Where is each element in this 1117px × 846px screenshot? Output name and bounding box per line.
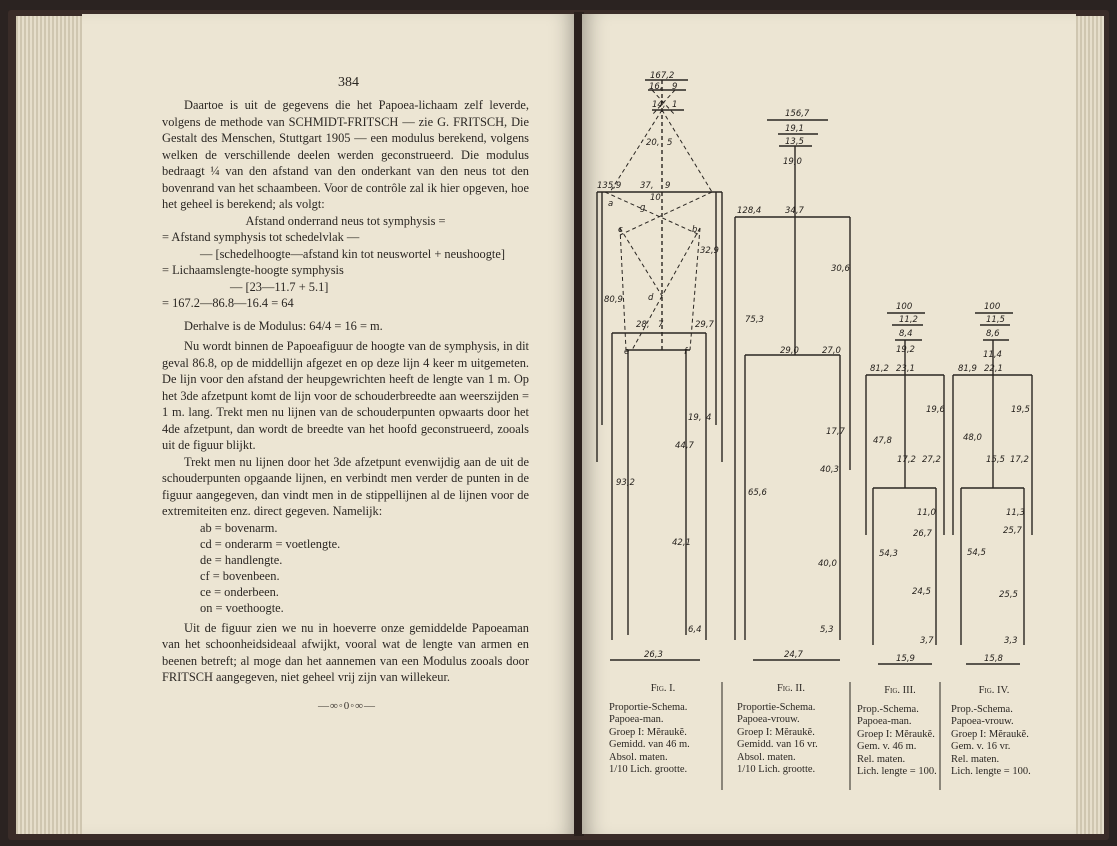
fig1-label: a [608, 199, 614, 209]
caption-title: Fig. I. [650, 683, 676, 694]
fig2-label: 40,3 [820, 465, 839, 475]
formula-line-2: = Afstand symphysis tot schedelvlak — [162, 230, 360, 244]
caption-line: Groep I: Mĕraukĕ. [609, 726, 687, 738]
formula-line-1: Afstand onderrand neus tot symphysis = [245, 213, 446, 228]
fig3-label: 11,2 [899, 315, 918, 325]
caption-line: Lich. lengte = 100. [951, 766, 1031, 777]
caption-line: Rel. maten. [951, 753, 1000, 765]
caption-line: Papoea-vrouw. [737, 714, 800, 725]
fig1-label: 9 [672, 82, 678, 92]
list-item: ab = bovenarm. [200, 520, 278, 535]
caption-line: Papoea-man. [609, 714, 664, 725]
fig1-label: 19, [688, 413, 702, 423]
caption-line: Lich. lengte = 100. [857, 766, 937, 777]
fig2-label: 17,7 [826, 427, 845, 437]
ornament: —∞◦0◦∞— [318, 700, 376, 712]
formula-line-5: — [23—11.7 + 5.1] [230, 279, 329, 294]
caption-line: Absol. maten. [609, 751, 668, 763]
fig1-label: f [684, 347, 687, 357]
fig1-label: 1 [672, 100, 678, 110]
fig2-label: 19,0 [783, 157, 802, 167]
fig1-label: 4 [706, 413, 712, 423]
fig1-label: g [640, 203, 646, 213]
fig4-label: 100 [984, 302, 1001, 312]
fig4-label: 25,5 [999, 590, 1018, 600]
fig1-label: 28, [636, 320, 650, 330]
figure-3-labels [870, 302, 946, 664]
figure-2-caption [737, 683, 845, 777]
list-item: on = voethoogte. [200, 600, 284, 615]
list-item: de = handlengte. [200, 552, 283, 567]
fig3-label: 8,4 [899, 329, 913, 339]
fig3-label: 27,2 [922, 455, 941, 465]
formula-line-7: Derhalve is de Modulus: 64/4 = 16 = m. [184, 318, 383, 333]
fig1-label: b [692, 225, 698, 235]
caption-title: Fig. IV. [978, 685, 1010, 696]
caption-line: Prop.-Schema. [857, 703, 919, 715]
fig2-label: 19,1 [785, 124, 804, 134]
fig4-label: 11,5 [986, 315, 1005, 325]
list-item: cd = onderarm = voetlengte. [200, 536, 341, 551]
fig3-label: 19,2 [896, 345, 915, 355]
caption-line: Gem. v. 16 vr. [951, 741, 1011, 752]
caption-line: Rel. maten. [857, 753, 906, 765]
caption-line: Proportie-Schema. [609, 701, 688, 713]
caption-line: Gemidd. van 16 vr. [737, 739, 818, 750]
fig1-label: 135,9 [597, 181, 622, 191]
fig1-label: 7 [658, 320, 664, 330]
fig2-label: 29,0 [780, 346, 799, 356]
fig4-label: 8,6 [986, 329, 1000, 339]
fig1-label: 80,9 [604, 295, 623, 305]
fig4-label: 81,9 [958, 364, 977, 374]
paragraph-1: Daartoe is uit de gegevens die het Papoea-lichaam zelf leverde, volgens de methode van SCHMIDT-FRITSCH — zie G. FRITSCH, Die Gestalt des Menschen, Stuttgart 1905 — een modulus berekend, volgens welken de verschillende deelen werden geconstrueerd. Die modulus bedraagt ¼ van den afstand van den onderkant van den neus tot den bovenrand van het schaambeen. Voor de contrôle zal ik hier opgeven, hoe het geheel is berekend; als volgt: [162, 98, 529, 211]
fig1-label: 93,2 [616, 478, 635, 488]
fig2-label: 27,0 [822, 346, 841, 356]
figure-4-labels [958, 302, 1030, 664]
fig2-label: 5,3 [820, 625, 834, 635]
fig1-label: 26,3 [644, 650, 663, 660]
fig1-label: 10 [650, 193, 661, 203]
paragraph-2: Nu wordt binnen de Papoeafiguur de hoogte van de symphysis, in dit geval 86.8, op de middellijn afgezet en op deze lijn 4 keer m uitgemeten. De lijn voor den afstand der heupgewrichten heeft de lengte van 1 m. Op het 3de afzetpunt komt de lijn voor de schouderbreedte aan weerszijden = 1 m. lang. Trekt men nu lijnen van de schouderpunten opwaarts door het 4de afzetpunt, dan wordt de breedte van het hoofd geconstrueerd, zooals uit de figuur blijkt. [162, 339, 529, 452]
fig3-label: 17,2 [897, 455, 916, 465]
fig3-label: 3,7 [920, 636, 934, 646]
fig4-label: 48,0 [963, 433, 982, 443]
formula-line-3: — [schedelhoogte—afstand kin tot neuswortel + neushoogte] [200, 246, 505, 261]
paragraph-3: Trekt men nu lijnen door het 3de afzetpunt evenwijdig aan de uit de schouderpunten opgaande lijnen, en verbindt men verder de punten in de figuur aangegeven, dan vindt men in de stippellijnen al de lijnen voor de extremiteiten enz. direct gegeven. Namelijk: [162, 454, 529, 518]
fig2-label: 75,3 [745, 315, 764, 325]
caption-line: Proportie-Schema. [737, 701, 816, 713]
caption-line: Groep I: Mĕraukĕ. [737, 726, 815, 738]
fig2-label: 65,6 [748, 488, 767, 498]
fig1-label: 32,9 [700, 246, 719, 256]
fig3-label: 26,7 [913, 529, 932, 539]
list-item: cf = bovenbeen. [200, 568, 280, 583]
figure-1-labels [597, 71, 719, 660]
fig2-label: 24,7 [784, 650, 803, 660]
fig4-label: 3,3 [1004, 636, 1018, 646]
fig1-label: 14, [652, 100, 666, 110]
fig2-label: 156,7 [785, 109, 810, 119]
paragraph-4: Uit de figuur zien we nu in hoeverre onze gemiddelde Papoeaman van het schoonheidsideaal afwijkt, vooral wat de lengte van armen en beenen betreft; al moge dan het aannemen van een Modulus zooals door FRITSCH aangegeven, niet geheel vrij zijn van willekeur. [162, 620, 529, 684]
caption-title: Fig. III. [884, 685, 916, 696]
fig2-label: 128,4 [737, 206, 762, 216]
fig1-label: 20, [646, 138, 660, 148]
caption-line: Gem. v. 46 m. [857, 741, 917, 752]
fig3-label: 11,0 [917, 508, 936, 518]
fig1-label: 44,7 [675, 441, 694, 451]
figure-4-caption [951, 685, 1037, 779]
fig4-label: 54,5 [967, 548, 986, 558]
figure-2-diagram [735, 120, 850, 660]
figure-1-caption [609, 683, 717, 777]
fig3-label: 47,8 [873, 436, 892, 446]
fig4-label: 11,3 [1006, 508, 1025, 518]
fig1-label: 6,4 [688, 625, 702, 635]
fig4-label: 17,2 [1010, 455, 1029, 465]
fig4-label: 15,8 [984, 654, 1003, 664]
fig1-label: c [618, 225, 623, 235]
fig3-label: 100 [896, 302, 913, 312]
fig4-label: 22,1 [984, 364, 1003, 374]
figure-1-diagram [597, 80, 722, 660]
caption-line: Groep I: Mĕraukĕ. [951, 728, 1029, 740]
fig4-label: 11,4 [983, 350, 1002, 360]
caption-title: Fig. II. [776, 683, 806, 694]
fig2-label: 13,5 [785, 137, 804, 147]
list-item: ce = onderbeen. [200, 584, 279, 599]
fig3-label: 19,6 [926, 405, 945, 415]
fig1-label: 167,2 [650, 71, 675, 81]
caption-line: Papoea-man. [857, 716, 912, 727]
fig1-label: 9 [665, 181, 671, 191]
fig3-label: 23,1 [896, 364, 915, 374]
fig3-label: 24,5 [912, 587, 931, 597]
caption-line: Groep I: Mĕraukĕ. [857, 728, 935, 740]
fig1-label: d [648, 293, 654, 303]
figure-2-labels [737, 109, 851, 660]
fig4-label: 15,5 [986, 455, 1005, 465]
fig4-label: 25,7 [1003, 526, 1022, 536]
fig1-label: 42,1 [672, 538, 691, 548]
caption-line: Absol. maten. [737, 751, 796, 763]
caption-line: 1/10 Lich. grootte. [609, 764, 688, 775]
fig3-label: 81,2 [870, 364, 889, 374]
caption-line: Papoea-vrouw. [951, 716, 1014, 727]
fig4-label: 19,5 [1011, 405, 1030, 415]
caption-line: Prop.-Schema. [951, 703, 1013, 715]
fig1-label: 5 [667, 138, 673, 148]
caption-line: 1/10 Lich. grootte. [737, 764, 816, 775]
fig1-label: 37, [640, 181, 654, 191]
fig2-label: 40,0 [818, 559, 837, 569]
fig2-label: 34,7 [785, 206, 804, 216]
page-number: 384 [338, 75, 359, 90]
formula-line-6: = 167.2—86.8—16.4 = 64 [162, 296, 294, 310]
fig1-label: 29,7 [695, 320, 714, 330]
fig1-label: e [624, 347, 630, 357]
fig3-label: 54,3 [879, 549, 898, 559]
figure-3-caption [857, 685, 943, 779]
fig3-label: 15,9 [896, 654, 915, 664]
caption-line: Gemidd. van 46 m. [609, 739, 690, 750]
fig2-label: 30,6 [831, 264, 850, 274]
fig1-label: 16, [649, 82, 663, 92]
formula-line-4: = Lichaamslengte-hoogte symphysis [162, 263, 344, 277]
